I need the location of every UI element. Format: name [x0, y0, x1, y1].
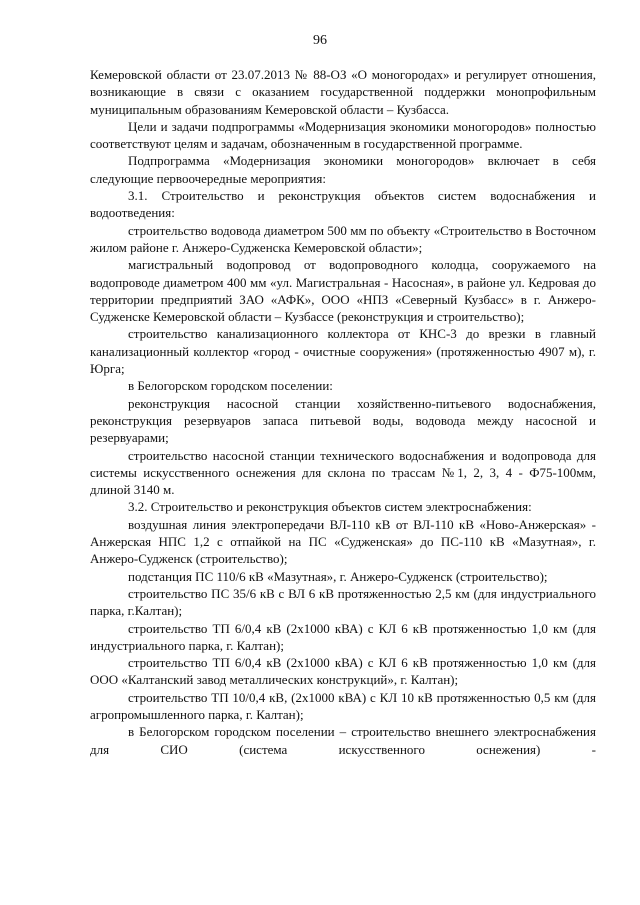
paragraph: воздушная линия электропередачи ВЛ-110 кВ от ВЛ-110 кВ «Ново-Анжерская» - Анжерская НПС 1,2 с отпайкой на ПС «Судженская» до ПС-110 кВ «Мазутная», г. Анжеро-Судженск (строительство); — [90, 516, 596, 567]
paragraph: строительство ТП 6/0,4 кВ (2х1000 кВА) с КЛ 6 кВ протяженностью 1,0 км (для ООО «Калтанский завод металлических конструкций», г. Калтан); — [90, 655, 596, 688]
paragraph: Цели и задачи подпрограммы «Модернизация экономики моногородов» полностью соответствуют целям и задачам, обозначенным в государственной программе. — [90, 118, 596, 152]
paragraph: подстанция ПС 110/6 кВ «Мазутная», г. Анжеро-Судженск (строительство); — [128, 568, 548, 584]
page-number: 96 — [313, 33, 327, 48]
paragraph: реконструкция насосной станции хозяйственно-питьевого водоснабжения, реконструкция резервуаров запаса питьевой воды, водовода между насосной и резервуарами; — [90, 395, 596, 446]
paragraph: строительство насосной станции технического водоснабжения и водопровода для системы искусственного оснежения для склона по трассам №1, 2, 3, 4 - Ф75-100мм, длиной 3140 м. — [90, 447, 596, 498]
paragraph: строительство ТП 10/0,4 кВ, (2х1000 кВА) с КЛ 10 кВ протяженностью 0,5 км (для агропромышленного парка, г. Калтан); — [90, 689, 596, 722]
paragraph: в Белогорском городском поселении – строительство внешнего электроснабжения для СИО (система искусственного оснежения) - — [90, 724, 596, 757]
paragraph: 3.2. Строительство и реконструкция объектов систем электроснабжения: — [128, 499, 532, 515]
paragraph: строительство ПС 35/6 кВ с ВЛ 6 кВ протяженностью 2,5 км (для индустриального парка, г.Калтан); — [90, 585, 596, 619]
paragraph: в Белогорском городском поселении: — [128, 378, 333, 394]
paragraph: строительство водовода диаметром 500 мм по объекту «Строительство в Восточном жилом районе г. Анжеро-Судженска Кемеровской области»; — [90, 222, 596, 255]
paragraph: 3.1. Строительство и реконструкция объектов систем водоснабжения и водоотведения: — [90, 188, 596, 221]
paragraph: Кемеровской области от 23.07.2013 № 88-ОЗ «О моногородах» и регулирует отношения, возникающие в связи с оказанием государственной поддержки монопрофильным муниципальным образованиям Кемеровской области – Кузбасса. — [90, 67, 596, 117]
paragraph: строительство ТП 6/0,4 кВ (2х1000 кВА) с КЛ 6 кВ протяженностью 1,0 км (для индустриального парка, г. Калтан); — [90, 620, 596, 653]
document-body — [90, 66, 596, 758]
paragraph: Подпрограмма «Модернизация экономики моногородов» включает в себя следующие первоочередные мероприятия: — [90, 153, 596, 186]
paragraph: магистральный водопровод от водопроводного колодца, сооружаемого на водопроводе диаметром 400 мм «ул. Магистральная - Насосная», в районе ул. Кедровая до территории предприятий ЗАО «АФК», ООО «НПЗ «Северный Кузбасс» в г. Анжеро-Судженске Кемеровской области – Кузбассе (реконструкция и строительство); — [90, 257, 596, 325]
paragraph: строительство канализационного коллектора от КНС-3 до врезки в главный канализационный коллектор «город - очистные сооружения» (протяженностью 4907 м), г. Юрга; — [90, 326, 596, 377]
